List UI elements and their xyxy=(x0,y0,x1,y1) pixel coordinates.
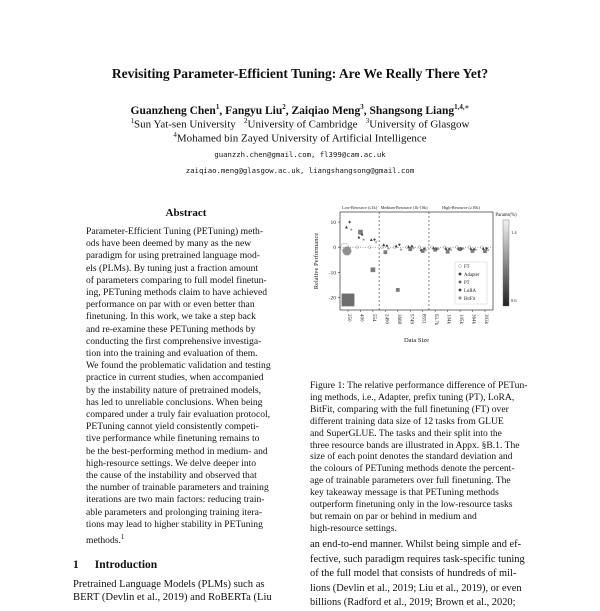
text-line: outperform finetuning only in the low-resource tasks xyxy=(310,499,513,511)
section-title: Introduction xyxy=(94,559,158,571)
x-tick-label: 393k xyxy=(483,314,488,324)
data-point-bitfit: ★ xyxy=(461,245,466,251)
data-point-bitfit: ★ xyxy=(361,237,366,243)
data-point-bitfit: ★ xyxy=(411,245,416,251)
affiliation: University of Glasgow xyxy=(369,118,470,131)
colorbar-label: Params(%) xyxy=(495,213,517,218)
data-point-lora xyxy=(348,221,351,224)
x-tick-label: 3668 xyxy=(395,314,401,324)
author-sup: 2 xyxy=(282,103,286,111)
author-sup: 1 xyxy=(215,103,220,111)
text-line: different training data size of 12 tasks from GLUE xyxy=(310,415,504,427)
text-line: billions (Radford et al., 2019; Brown et al., 2020; xyxy=(310,597,516,608)
text-line: and re-examine these PETuning methods by xyxy=(86,323,256,335)
data-point-bitfit: ★ xyxy=(448,247,453,253)
y-tick-label: -20 xyxy=(328,295,336,302)
legend-label: FT xyxy=(464,264,470,270)
text-line: three resource bands are illustrated in Appx. §B.1. The xyxy=(310,439,520,451)
text-line: BitFit, comparing with the full finetuning (FT) over xyxy=(310,403,509,415)
text-line: an end-to-end manner. Whilst being simple and ef- xyxy=(310,539,522,550)
text-line: BERT (Devlin et al., 2019) and RoBERTa (Liu xyxy=(73,592,272,603)
x-tick-label: 400 xyxy=(358,314,364,322)
data-point-bitfit: ★ xyxy=(374,239,379,245)
text-line: paradigm for using pretrained language mod- xyxy=(86,250,260,262)
scatter-plot xyxy=(308,198,533,348)
legend-label: Adapter xyxy=(464,272,480,278)
data-point-adapter xyxy=(357,236,360,239)
footnote-marker[interactable]: 1 xyxy=(120,533,125,542)
x-tick-label: 554 xyxy=(370,314,376,322)
text-line: of parameters comparing to full model finetun- xyxy=(86,274,267,286)
affiliation-line-2 xyxy=(0,131,600,145)
email-line-2: zaiqiao.meng@glasgow.ac.uk, liangshangsong@gmail.com xyxy=(185,166,415,175)
x-tick-label: 2490 xyxy=(383,314,389,324)
y-tick-label: 10 xyxy=(330,220,336,227)
legend-label: LoRA xyxy=(464,288,476,294)
text-line: methods.$^1$ xyxy=(86,533,125,547)
section-number: 1 xyxy=(73,559,79,571)
data-point-pt xyxy=(342,294,355,307)
text-line: tion into the training and evaluation of them. xyxy=(86,348,258,360)
text-line: age of trainable parameters over full finetuning. The xyxy=(310,475,511,487)
author-name: Shangsong Liang xyxy=(369,104,455,117)
y-axis-label: Relative Performance xyxy=(313,232,320,290)
affil-sup: 4 xyxy=(173,131,177,139)
data-point-pt xyxy=(371,267,376,272)
text-line: conducting the first comprehensive investiga- xyxy=(86,335,262,347)
data-point-bitfit: ★ xyxy=(436,246,441,252)
text-line: Pretrained Language Models (PLMs) such as xyxy=(73,579,265,590)
text-line: size of each point denotes the standard deviation and xyxy=(310,451,513,463)
author-sup: 1,4,∗ xyxy=(454,103,470,111)
data-point-bitfit: ★ xyxy=(423,247,428,253)
text-line: compared under a truly fair evaluation protocol, xyxy=(86,409,271,421)
x-tick-label: 364k xyxy=(470,314,476,324)
data-point-adapter xyxy=(382,243,385,246)
legend-label: BitFit xyxy=(464,296,476,302)
text-line: the colours of PETuning methods denote the percent- xyxy=(310,463,515,475)
x-tick-label: 5749 xyxy=(408,314,414,324)
text-line: able parameters and prolonging training itera- xyxy=(86,506,263,518)
author-name: Fangyu Liu xyxy=(225,104,283,117)
affil-sup: 3 xyxy=(365,117,370,125)
band-label: Medium-Resource (1k-10k) xyxy=(380,205,428,210)
x-tick-label: 104k xyxy=(445,314,451,324)
legend-label: PT xyxy=(464,280,470,286)
author-name: Zaiqiao Meng xyxy=(291,104,361,117)
band-label: High-Resource (≥10k) xyxy=(442,205,480,210)
data-point-bitfit: ★ xyxy=(386,245,391,251)
text-line: ing, PETuning methods claim to have achieved xyxy=(86,287,268,299)
text-line: and SuperGLUE. The tasks and their split into the xyxy=(310,427,502,439)
text-line: tive performance while finetuning remains to xyxy=(86,433,260,445)
text-line: key takeaway message is that PETuning methods xyxy=(310,487,499,499)
email-line-1: guanzzh.chen@gmail.com, fl399@cam.ac.uk xyxy=(214,150,386,159)
x-tick-label: 250 xyxy=(346,314,351,322)
author-sup: 3 xyxy=(360,103,364,111)
affiliation: University of Cambridge xyxy=(247,118,358,131)
x-tick-label: 8551 xyxy=(420,314,426,324)
affiliation: Sun Yat-sen University xyxy=(134,118,236,131)
data-point-large xyxy=(343,246,352,255)
abstract-heading: Abstract xyxy=(165,207,207,219)
figure-1-chart xyxy=(308,198,533,353)
text-line: of the full model that consists of hundreds of mil- xyxy=(310,568,517,579)
data-point-bitfit: ★ xyxy=(398,247,404,253)
band-label: Low-Resource (≤1k) xyxy=(342,205,378,210)
text-line: the number of trainable parameters and training xyxy=(86,482,269,494)
affil-sup: 1 xyxy=(130,117,135,125)
paper-title: Revisiting Parameter-Efficient Tuning: Are We Really There Yet? xyxy=(111,66,489,81)
data-point-lora xyxy=(398,243,401,246)
text-line: Figure 1: The relative performance difference of PETun- xyxy=(310,380,528,391)
text-line: fective, such paradigm requires task-specific tuning xyxy=(310,553,525,565)
text-line: has led to unreliable conclusions. When being xyxy=(86,396,263,408)
text-line: lions (Devlin et al., 2019; Liu et al., 2019), or even xyxy=(310,582,522,594)
data-point-bitfit: ★ xyxy=(486,247,491,253)
y-tick-label: -10 xyxy=(328,270,336,277)
affiliation: Mohamed bin Zayed University of Artificial Intelligence xyxy=(176,132,427,145)
x-tick-label: 105k xyxy=(458,314,464,324)
data-point-bitfit: ★ xyxy=(473,247,478,253)
colorbar-tick: 1.4 xyxy=(511,230,517,235)
colorbar-tick: 0.6 xyxy=(511,298,517,303)
affiliation-line-1 xyxy=(0,117,600,131)
text-line: performance on par with or even better than xyxy=(86,299,255,311)
legend-marker xyxy=(459,273,462,276)
text-line: practice in current studies, when accompanied xyxy=(86,372,264,384)
text-line: ods have been deemed by many as the new xyxy=(86,238,252,250)
text-line: tions may lead to higher stability in PETuning xyxy=(86,518,263,530)
x-axis-label: Data Size xyxy=(403,337,430,344)
text-line: els (PLMs). By tuning just a fraction amount xyxy=(86,262,259,274)
x-tick-label: 63.7k xyxy=(433,314,439,326)
author-name: Guanzheng Chen xyxy=(130,104,216,117)
text-line: but remain on par or behind in medium and xyxy=(310,510,477,522)
colorbar xyxy=(503,220,509,306)
text-line: high-resource settings. xyxy=(310,522,397,534)
text-line: the cause of the instability and observed that xyxy=(86,470,257,482)
text-line: PETuning cannot yield consistently competi- xyxy=(86,421,259,433)
data-point-adapter xyxy=(345,226,348,229)
text-line: be the best-performing method in medium- and xyxy=(86,445,268,457)
text-line: by the instability nature of pretrained models, xyxy=(86,384,262,396)
text-line: high-resource settings. We delve deeper into xyxy=(86,457,257,469)
text-line: ing methods, i.e., Adapter, prefix tuning (PT), LoRA, xyxy=(310,391,515,403)
legend-marker xyxy=(459,289,462,292)
data-point-bitfit: ★ xyxy=(349,227,354,233)
section-heading xyxy=(73,559,173,571)
text-line: iterations are two main factors: reducing train- xyxy=(86,494,265,506)
y-tick-label: 0 xyxy=(333,245,336,252)
text-line: Parameter-Efficient Tuning (PETuning) meth- xyxy=(86,226,264,237)
data-point-pt xyxy=(396,288,400,292)
legend-marker xyxy=(459,297,462,300)
abstract-body xyxy=(86,226,282,547)
author-list: Guanzheng Chen$^1$, Fangyu Liu$^2$, Zaiqiao Meng$^3$, Shangsong Liang$^{1,4,∗}$ xyxy=(130,103,470,117)
figure-caption xyxy=(310,380,532,535)
data-point-adapter xyxy=(370,238,373,241)
intro-body xyxy=(73,578,306,604)
affil-sup: 2 xyxy=(244,117,248,125)
legend-marker xyxy=(459,281,462,284)
text-line: We found the problematic validation and testing xyxy=(86,360,271,372)
text-line: finetuning. In this work, we take a step back xyxy=(86,311,256,323)
